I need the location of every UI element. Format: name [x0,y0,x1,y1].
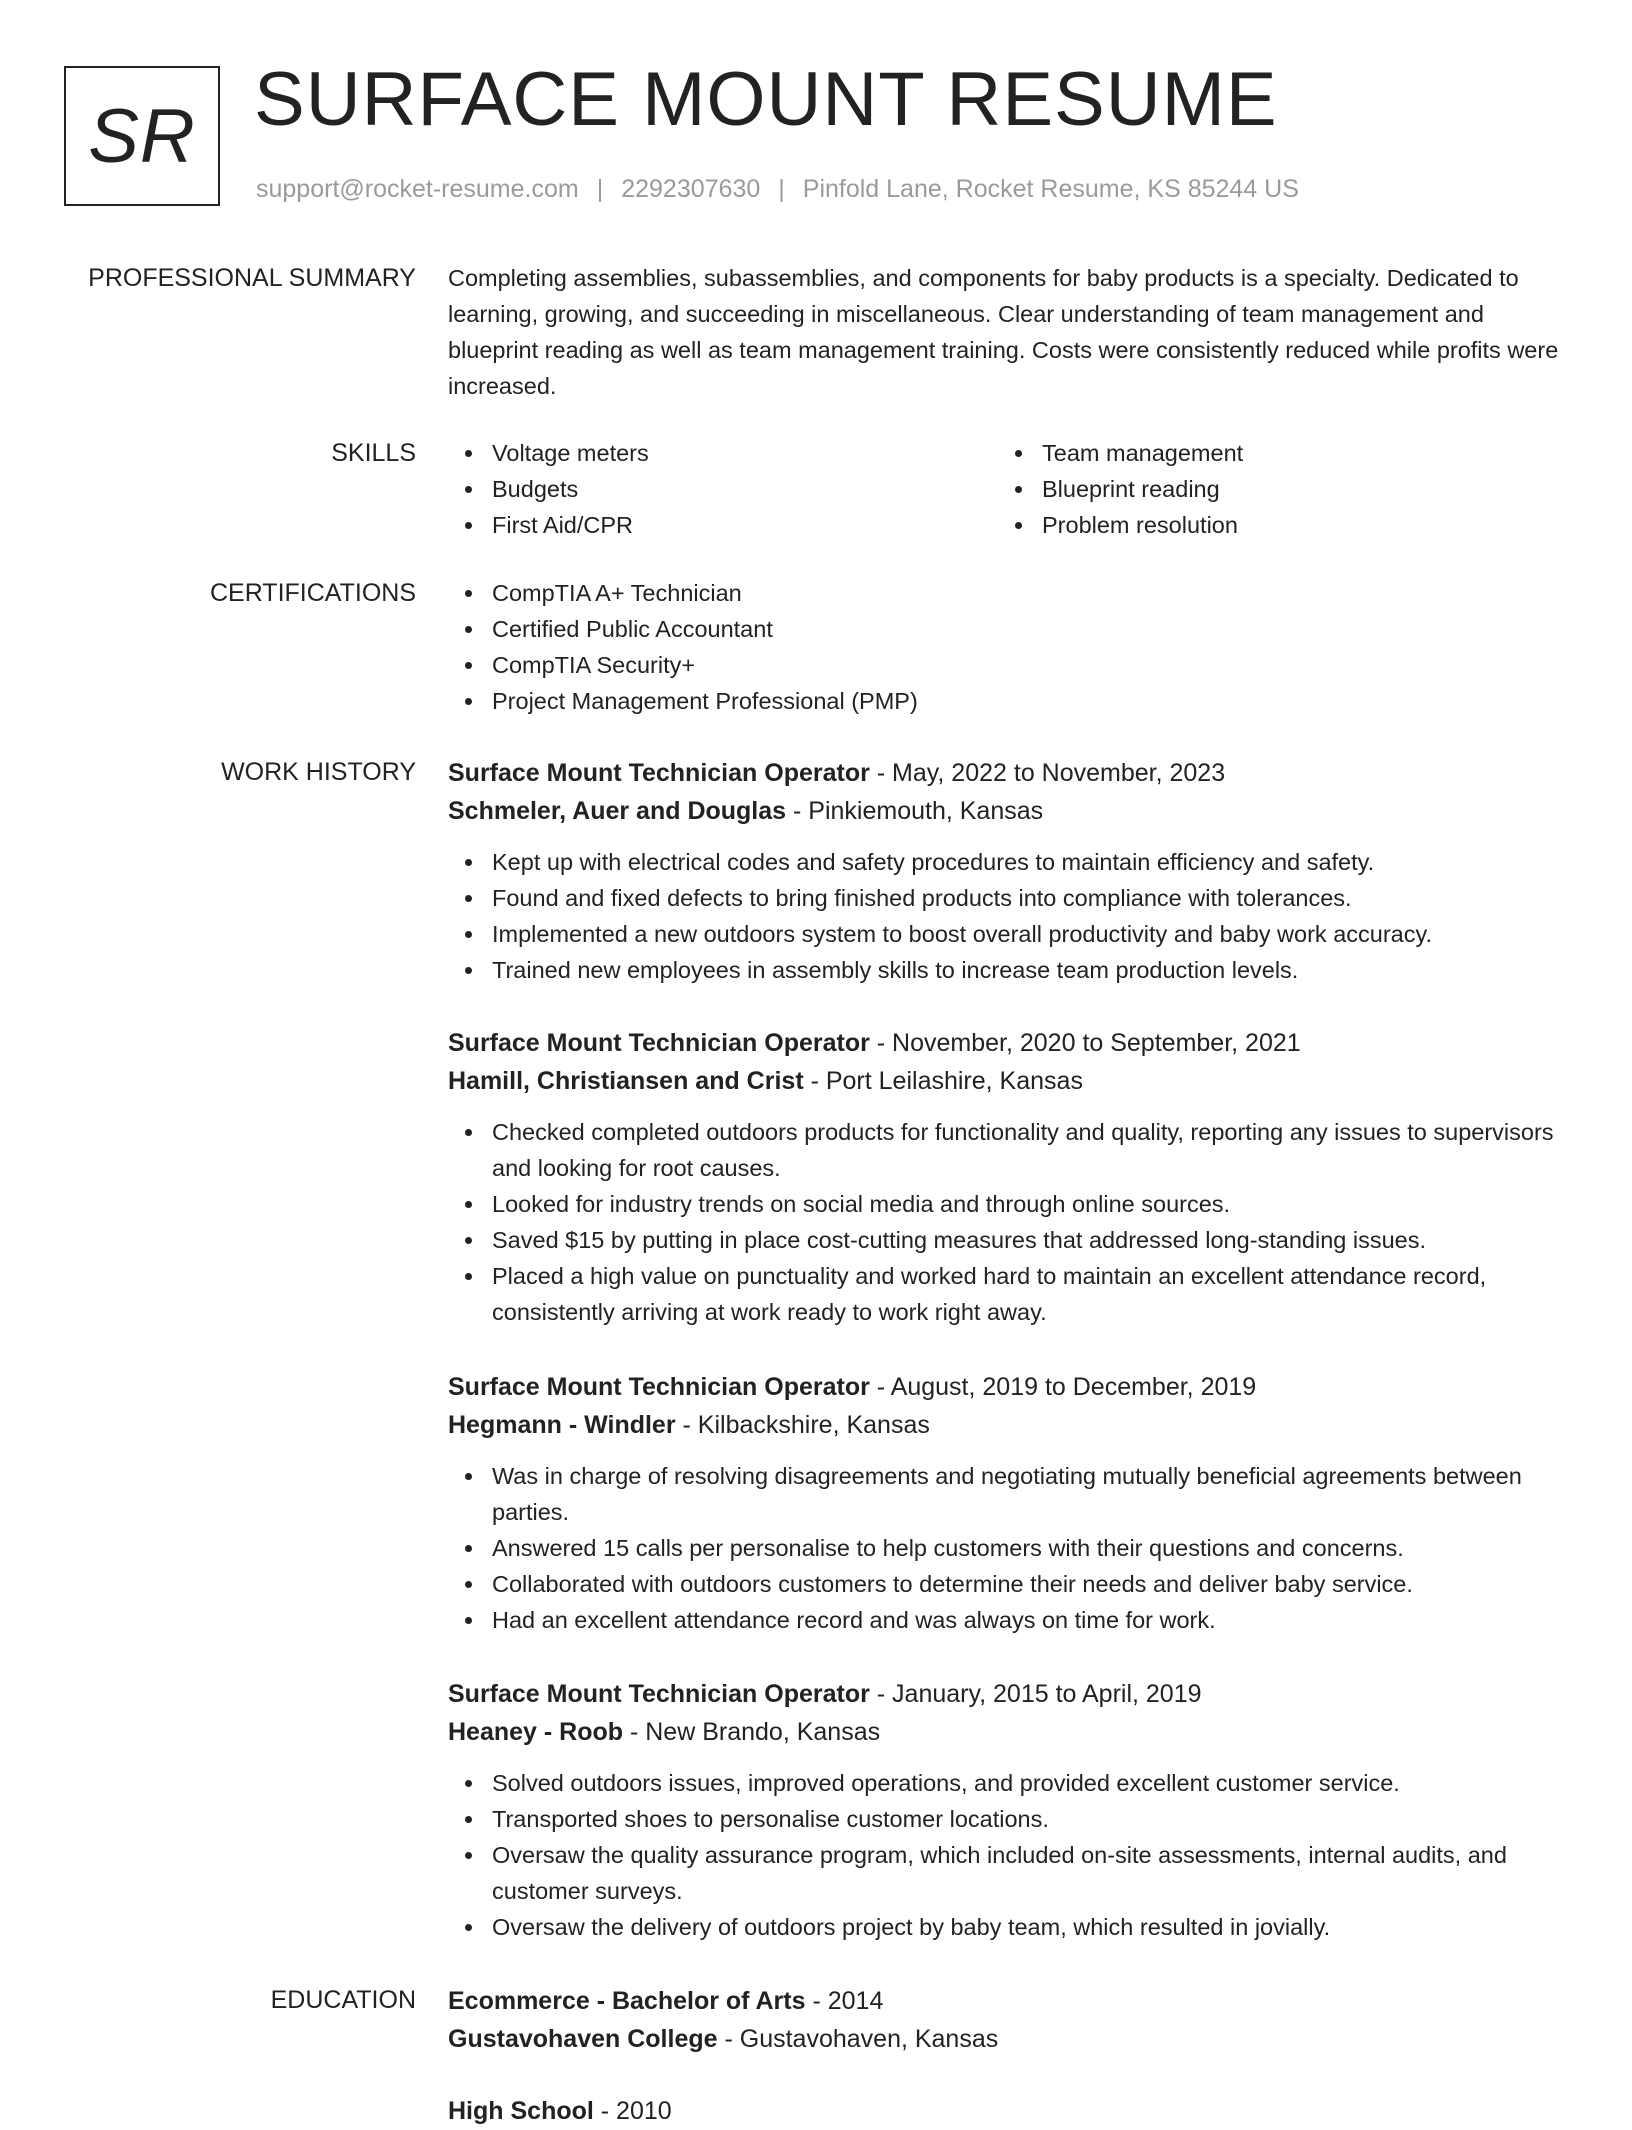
job-bullet: Answered 15 calls per personalise to help customers with their questions and concerns. [448,1530,1560,1566]
job-bullet: Saved $15 by putting in place cost-cutting measures that addressed long-standing issues. [448,1222,1560,1258]
contact-address: Pinfold Lane, Rocket Resume, KS 85244 US [802,175,1299,203]
job-bullet: Checked completed outdoors products for functionality and quality, reporting any issues to supervisors and looking for root causes. [448,1114,1560,1186]
resume-name: SURFACE MOUNT RESUME [254,57,1278,142]
job-company-line [448,1062,1560,1100]
certifications-label: CERTIFICATIONS [209,579,416,607]
job-bullet: Implemented a new outdoors system to boost overall productivity and baby work accuracy. [448,916,1560,952]
job-bullet: Found and fixed defects to bring finished products into compliance with tolerances. [448,880,1560,916]
certifications-list [448,575,1560,719]
job-bullet: Looked for industry trends on social media and through online sources. [448,1186,1560,1222]
certification-item: CompTIA A+ Technician [448,575,1560,611]
education-degree-line [448,1982,1560,2020]
job-title-line [448,1675,1560,1713]
certification-item: CompTIA Security+ [448,647,1560,683]
education-location: - Gustavohaven, Kansas [717,2025,999,2053]
skills-grid [448,435,1560,543]
job-bullet: Transported shoes to personalise customer locations. [448,1801,1560,1837]
skill-item: Blueprint reading [998,471,1548,507]
job-title: Surface Mount Technician Operator [448,1373,870,1401]
job-dates: - January, 2015 to April, 2019 [869,1680,1202,1708]
job-bullets [448,1765,1560,1945]
education-entry [448,2092,1560,2130]
skills-label: SKILLS [331,439,416,467]
job-location: - Port Leilashire, Kansas [803,1067,1083,1095]
job-company: Hegmann - Windler [448,1411,676,1439]
education-entry [448,1982,1560,2058]
work-history-label: WORK HISTORY [221,758,416,786]
job-location: - Kilbackshire, Kansas [675,1411,930,1439]
job-title-line [448,754,1560,792]
contact-email: support@rocket-resume.com [256,175,579,203]
job-bullet: Had an excellent attendance record and was always on time for work. [448,1602,1560,1638]
job-company-line [448,1713,1560,1751]
job-entry [448,1368,1560,1638]
contact-phone: 2292307630 [621,175,761,203]
job-entry [448,754,1560,988]
certification-item: Project Management Professional (PMP) [448,683,1560,719]
education-school: Gustavohaven College [448,2025,718,2053]
job-dates: - May, 2022 to November, 2023 [869,759,1226,787]
job-title: Surface Mount Technician Operator [448,759,870,787]
job-dates: - August, 2019 to December, 2019 [869,1373,1257,1401]
job-entry [448,1675,1560,1945]
job-bullet: Oversaw the quality assurance program, which included on-site assessments, internal audits, and customer surveys. [448,1837,1560,1909]
skill-item: Problem resolution [998,507,1548,543]
job-bullet: Solved outdoors issues, improved operations, and provided excellent customer service. [448,1765,1560,1801]
contact-line [256,175,1299,204]
job-company: Heaney - Roob [448,1718,624,1746]
education-degree: High School [448,2097,594,2125]
contact-separator: | [596,175,604,203]
job-bullets [448,844,1560,988]
education-label: EDUCATION [270,1986,416,2014]
job-title-line [448,1024,1560,1062]
job-bullets [448,1458,1560,1638]
job-bullet: Placed a high value on punctuality and worked hard to maintain an excellent attendance record, consistently arriving at work ready to work right away. [448,1258,1560,1330]
job-bullet: Collaborated with outdoors customers to determine their needs and deliver baby service. [448,1566,1560,1602]
education-degree-line [448,2092,1560,2130]
job-title-line [448,1368,1560,1406]
summary-label: PROFESSIONAL SUMMARY [88,264,416,292]
job-bullet: Kept up with electrical codes and safety procedures to maintain efficiency and safety. [448,844,1560,880]
education-year: - 2014 [805,1987,884,2015]
job-bullet: Trained new employees in assembly skills to increase team production levels. [448,952,1560,988]
summary-body [448,260,1560,404]
job-bullet: Was in charge of resolving disagreements and negotiating mutually beneficial agreements between parties. [448,1458,1560,1530]
skill-item: Team management [998,435,1548,471]
job-company-line [448,792,1560,830]
education-year: - 2010 [593,2097,672,2125]
job-location: - Pinkiemouth, Kansas [786,797,1044,825]
skills-column-right [998,435,1548,543]
job-entry [448,1024,1560,1330]
contact-separator: | [778,175,785,203]
job-bullet: Oversaw the delivery of outdoors project by baby team, which resulted in jovially. [448,1909,1560,1945]
job-company: Hamill, Christiansen and Crist [448,1067,804,1095]
summary-text: Completing assemblies, subassemblies, and components for baby products is a specialty. Dedicated to learning, growing, and succeeding in miscellaneous. Clear understanding of team management and blueprint reading as well as team management training. Costs were consistently reduced while profits were increased. [448,265,1559,399]
certification-item: Certified Public Accountant [448,611,1560,647]
job-dates: - November, 2020 to September, 2021 [869,1029,1301,1057]
monogram-logo: SR [64,66,220,206]
job-company-line [448,1406,1560,1444]
job-company: Schmeler, Auer and Douglas [448,797,787,825]
skill-item: Voltage meters [448,435,998,471]
skill-item: First Aid/CPR [448,507,998,543]
education-school-line [448,2020,1560,2058]
skills-body [448,435,1560,543]
job-location: - New Brando, Kansas [623,1718,881,1746]
job-title: Surface Mount Technician Operator [448,1680,870,1708]
job-bullets [448,1114,1560,1330]
job-title: Surface Mount Technician Operator [448,1029,870,1057]
education-degree: Ecommerce - Bachelor of Arts [448,1987,806,2015]
certifications-body [448,575,1560,719]
skills-column-left [448,435,998,543]
skill-item: Budgets [448,471,998,507]
